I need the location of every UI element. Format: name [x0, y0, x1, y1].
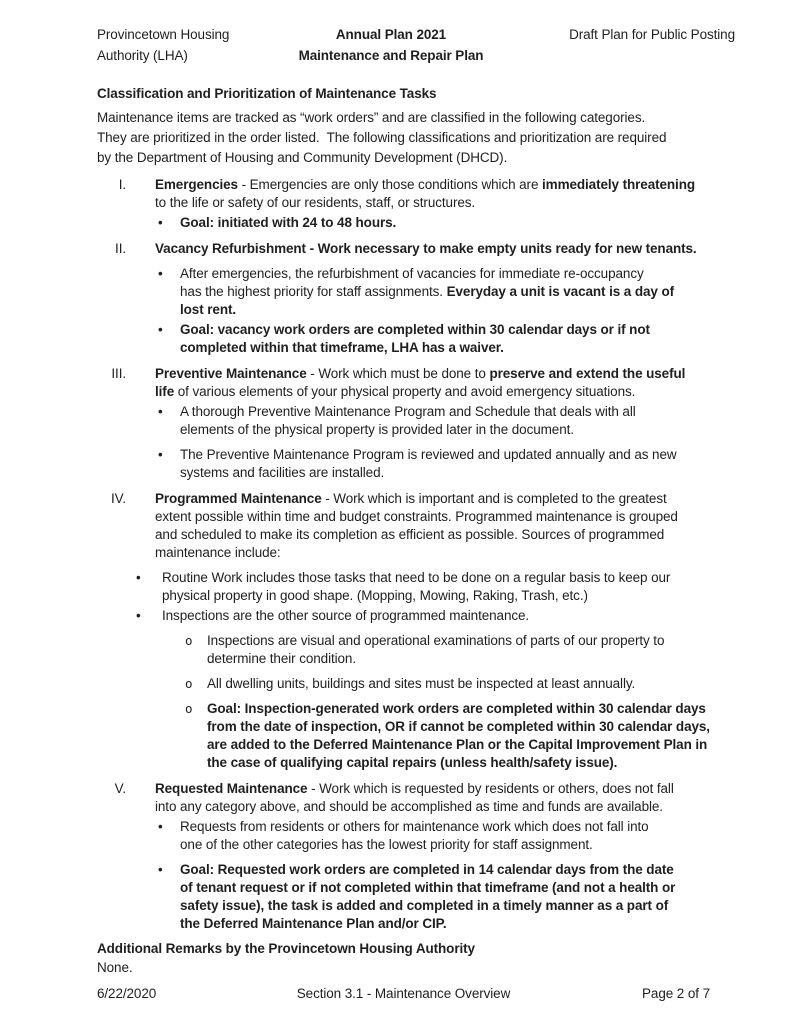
text-run: - Work which is requested by residents or others, does not fall — [307, 781, 674, 796]
bold-text-run: lost rent. — [180, 302, 237, 317]
text-run: and scheduled to make its completion as efficient as possible. Sources of programmed — [155, 527, 665, 542]
list-item-body — [155, 240, 735, 357]
sub-bullet-item — [155, 675, 735, 693]
header-center — [247, 24, 535, 66]
text-line — [155, 780, 735, 798]
bullet-item — [155, 446, 735, 482]
text-run: systems and facilities are installed. — [180, 465, 385, 480]
text-line — [155, 176, 735, 194]
list-numeral: II. — [115, 241, 126, 256]
text-line — [155, 240, 735, 258]
list-item-heading — [155, 490, 735, 562]
list-item-preventive-maintenance — [97, 365, 735, 482]
text-run: one of the other categories has the lowest priority for staff assignment. — [180, 837, 593, 852]
additional-remarks-body: None. — [97, 960, 133, 975]
bullet-marker: • — [136, 570, 141, 585]
bold-text-run: Preventive Maintenance — [155, 366, 307, 381]
classification-list — [97, 176, 735, 933]
bold-text-run: safety issue), the task is added and completed in a timely manner as a part of — [180, 898, 669, 913]
bullet-marker: • — [158, 862, 163, 877]
list-item-heading — [155, 176, 735, 212]
text-line — [155, 490, 735, 508]
bullet-item — [136, 569, 735, 605]
plan-title: Annual Plan 2021 — [335, 27, 447, 42]
bold-text-run: the case of qualifying capital repairs (unless health/safety issue). — [207, 755, 618, 770]
text-line — [97, 148, 735, 168]
bullet-text — [180, 265, 735, 319]
list-item-vacancy-refurbishment — [97, 240, 735, 357]
bullet-marker: • — [158, 215, 163, 230]
bullet-text — [180, 861, 735, 933]
text-run: of various elements of your physical property and avoid emergency situations. — [174, 384, 636, 399]
bold-text-run: from the date of inspection, OR if cannot be completed within 30 calendar days, — [207, 719, 710, 734]
text-line — [207, 754, 735, 772]
list-item-heading — [155, 240, 735, 258]
text-line — [180, 818, 735, 836]
text-line — [155, 526, 735, 544]
sub-bullet-item — [155, 632, 735, 668]
text-run: by the Department of Housing and Community Development (DHCD). — [97, 150, 508, 165]
text-run: Requests from residents or others for maintenance work which does not fall into — [180, 819, 649, 834]
text-line — [180, 421, 735, 439]
footer-date: 6/22/2020 — [97, 986, 157, 1001]
header-left — [97, 24, 247, 66]
header-right — [535, 24, 735, 66]
text-run: physical property in good shape. (Mopping, Mowing, Raking, Trash, etc.) — [162, 588, 588, 603]
text-run: They are prioritized in the order listed. The following classifications and prioritization are required — [97, 130, 667, 145]
list-item-heading — [155, 365, 735, 401]
text-run: extent possible within time and budget constraints. Programmed maintenance is grouped — [155, 509, 678, 524]
bullet-marker: o — [185, 701, 193, 716]
text-line — [180, 321, 735, 339]
text-run: determine their condition. — [207, 651, 356, 666]
bold-text-run: Vacancy Refurbishment - Work necessary to make empty units ready for new tenants. — [155, 241, 697, 256]
bullet-marker: o — [185, 633, 193, 648]
bullet-text — [207, 632, 735, 668]
bullet-text — [180, 818, 735, 854]
text-run: has the highest priority for staff assignments. — [180, 284, 447, 299]
text-line — [180, 214, 735, 232]
list-item-programmed-maintenance — [97, 490, 735, 772]
bullet-item — [155, 403, 735, 439]
bold-text-run: Everyday a unit is vacant is a day of — [446, 284, 674, 299]
bullet-text — [162, 607, 735, 625]
additional-remarks-heading: Additional Remarks by the Provincetown Housing Authority — [97, 941, 475, 956]
text-line — [155, 365, 735, 383]
bold-text-run: of tenant request or if not completed within that timeframe (and not a health or — [180, 880, 676, 895]
bullet-item — [155, 265, 735, 319]
text-run: - Work which is important and is completed to the greatest — [321, 491, 667, 506]
text-line — [162, 587, 735, 605]
list-numeral: III. — [111, 366, 126, 381]
text-line — [180, 836, 735, 854]
text-run: Maintenance items are tracked as “work orders” and are classified in the following categories. — [97, 110, 646, 125]
text-run: Inspections are visual and operational examinations of parts of our property to — [207, 633, 665, 648]
bold-text-run: Requested Maintenance — [155, 781, 308, 796]
text-line — [207, 736, 735, 754]
text-line — [180, 915, 735, 933]
list-item-body — [136, 490, 735, 772]
text-line — [180, 464, 735, 482]
bullet-marker: o — [185, 676, 193, 691]
bold-text-run: preserve and extend the useful — [489, 366, 686, 381]
text-line — [180, 283, 735, 301]
list-item-body — [155, 780, 735, 933]
text-run: elements of the physical property is provided later in the document. — [180, 422, 574, 437]
text-line — [207, 700, 735, 718]
bullet-text — [180, 321, 735, 357]
text-line — [207, 675, 735, 693]
bold-text-run: Goal: vacancy work orders are completed within 30 calendar days or if not — [180, 322, 650, 337]
text-line — [162, 607, 735, 625]
text-line — [180, 265, 735, 283]
list-item-emergencies — [97, 176, 735, 232]
org-name-line1: Provincetown Housing — [97, 27, 230, 42]
bullet-marker: • — [158, 404, 163, 419]
text-line — [180, 897, 735, 915]
footer-section: Section 3.1 - Maintenance Overview — [296, 986, 511, 1001]
bullet-item — [155, 861, 735, 933]
text-line — [207, 632, 735, 650]
bullet-text — [180, 214, 735, 232]
bullet-text — [207, 700, 735, 772]
bullet-item — [136, 607, 735, 625]
bold-text-run: life — [155, 384, 175, 399]
text-line — [97, 128, 735, 148]
text-line — [207, 650, 735, 668]
text-line — [180, 403, 735, 421]
list-numeral: I. — [118, 177, 126, 192]
text-line — [155, 508, 735, 526]
bold-text-run: immediately threatening — [542, 177, 696, 192]
bullet-marker: • — [158, 322, 163, 337]
text-run: A thorough Preventive Maintenance Program and Schedule that deals with all — [180, 404, 636, 419]
sub-bullet-item — [155, 700, 735, 772]
text-run: Inspections are the other source of programmed maintenance. — [162, 608, 530, 623]
draft-status: Draft Plan for Public Posting — [569, 27, 735, 42]
text-line — [180, 861, 735, 879]
text-line — [155, 798, 735, 816]
list-item-body — [155, 365, 735, 482]
bullet-marker: • — [158, 447, 163, 462]
text-line — [155, 383, 735, 401]
text-line — [180, 339, 735, 357]
org-name-line2: Authority (LHA) — [97, 48, 188, 63]
bold-text-run: are added to the Deferred Maintenance Plan or the Capital Improvement Plan in — [207, 737, 708, 752]
text-line — [155, 194, 735, 212]
bullet-marker: • — [136, 608, 141, 623]
bullet-marker: • — [158, 819, 163, 834]
text-line — [97, 108, 735, 128]
list-item-requested-maintenance — [97, 780, 735, 933]
bullet-text — [180, 446, 735, 482]
bullet-text — [180, 403, 735, 439]
list-numeral: IV. — [111, 491, 126, 506]
text-run: The Preventive Maintenance Program is reviewed and updated annually and as new — [180, 447, 677, 462]
text-run: Routine Work includes those tasks that need to be done on a regular basis to keep our — [162, 570, 671, 585]
list-numeral: V. — [114, 781, 126, 796]
text-run: All dwelling units, buildings and sites must be inspected at least annually. — [207, 676, 636, 691]
text-run: into any category above, and should be accomplished as time and funds are available. — [155, 799, 663, 814]
text-line — [180, 446, 735, 464]
bullet-item — [155, 818, 735, 854]
bold-text-run: Goal: initiated with 24 to 48 hours. — [180, 215, 397, 230]
text-run: After emergencies, the refurbishment of vacancies for immediate re-occupancy — [180, 266, 644, 281]
text-run: maintenance include: — [155, 545, 281, 560]
bold-text-run: Goal: Requested work orders are completed in 14 calendar days from the date — [180, 862, 674, 877]
bullet-marker: • — [158, 266, 163, 281]
text-line — [155, 544, 735, 562]
page-footer — [97, 984, 710, 1003]
section-heading: Classification and Prioritization of Maintenance Tasks — [97, 86, 437, 101]
plan-subtitle: Maintenance and Repair Plan — [298, 48, 484, 63]
text-run: to the life or safety of our residents, staff, or structures. — [155, 195, 476, 210]
text-line — [180, 879, 735, 897]
bold-text-run: Goal: Inspection-generated work orders are completed within 30 calendar days — [207, 701, 706, 716]
list-item-heading — [155, 780, 735, 816]
text-run: - Work which must be done to — [306, 366, 490, 381]
page-header — [97, 24, 735, 66]
bullet-item — [155, 214, 735, 232]
bold-text-run: the Deferred Maintenance Plan and/or CIP. — [180, 916, 447, 931]
bullet-item — [155, 321, 735, 357]
text-line — [207, 718, 735, 736]
bold-text-run: Emergencies — [155, 177, 238, 192]
text-line — [162, 569, 735, 587]
footer-page-number: Page 2 of 7 — [642, 986, 710, 1001]
list-item-body — [155, 176, 735, 232]
bold-text-run: completed within that timeframe, LHA has a waiver. — [180, 340, 504, 355]
text-run: - Emergencies are only those conditions which are — [237, 177, 543, 192]
bold-text-run: Programmed Maintenance — [155, 491, 322, 506]
bullet-text — [207, 675, 735, 693]
intro-paragraph — [97, 108, 735, 168]
bullet-text — [162, 569, 735, 605]
text-line — [180, 301, 735, 319]
